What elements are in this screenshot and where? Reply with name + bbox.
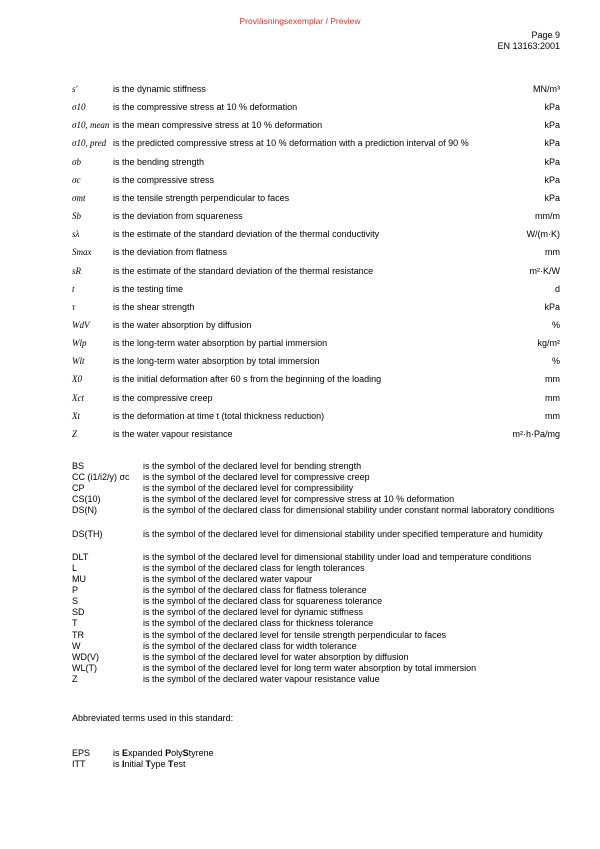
abbreviation-code: T bbox=[72, 618, 78, 628]
abbreviation-code: WL(T) bbox=[72, 663, 97, 673]
symbol-description: is the long-term water absorption by partial immersion bbox=[113, 338, 328, 349]
symbol-description: is the compressive stress at 10 % deformation bbox=[113, 102, 298, 113]
abbreviation-code: CS(10) bbox=[72, 494, 101, 504]
symbol: σb bbox=[72, 156, 81, 167]
symbol-description: is the testing time bbox=[113, 283, 184, 294]
symbol-description: is the compressive creep bbox=[113, 392, 213, 403]
symbol-row bbox=[0, 138, 600, 156]
symbol: Sb bbox=[72, 211, 81, 222]
symbol-row bbox=[0, 229, 600, 247]
symbol-row bbox=[0, 102, 600, 120]
symbol: σ10 bbox=[72, 102, 86, 113]
symbol-unit: mm bbox=[545, 392, 560, 403]
symbol-unit: mm bbox=[545, 410, 560, 421]
symbol: Xt bbox=[72, 410, 80, 421]
symbol: Wlt bbox=[72, 356, 85, 367]
symbol-unit: m²·K/W bbox=[529, 265, 560, 276]
symbol-description: is the dynamic stiffness bbox=[113, 84, 206, 94]
abbreviation-code: S bbox=[72, 596, 79, 606]
abbreviation-description: is the symbol of the declared class for squareness tolerance bbox=[143, 596, 383, 606]
abbreviation-description: is the symbol of the declared level for compressive creep bbox=[143, 472, 370, 482]
symbol-row bbox=[0, 374, 600, 392]
symbol-row bbox=[0, 211, 600, 229]
symbol-description: is the bending strength bbox=[113, 156, 205, 167]
symbol: X0 bbox=[72, 374, 82, 385]
symbol: Z bbox=[72, 428, 78, 439]
symbol-row bbox=[0, 320, 600, 338]
symbol-unit: kPa bbox=[544, 301, 560, 312]
abbreviation-code: DLT bbox=[72, 552, 89, 562]
symbol-description: is the deviation from flatness bbox=[113, 247, 228, 258]
symbol-row bbox=[0, 193, 600, 211]
symbol-unit: kg/m² bbox=[537, 338, 560, 349]
abbreviation-description: is the symbol of the declared water vapour resistance value bbox=[143, 674, 380, 684]
symbol-description: is the compressive stress bbox=[113, 174, 215, 185]
symbol: τ bbox=[72, 301, 76, 312]
symbol-row bbox=[0, 393, 600, 411]
symbol-description: is the deviation from squareness bbox=[113, 211, 243, 222]
symbol: σ10, mean bbox=[72, 120, 110, 131]
symbol-row bbox=[0, 84, 600, 102]
symbol: sR bbox=[72, 265, 81, 276]
abbreviation-description: is the symbol of the declared level for dimensional stability under specified temperature and humidity bbox=[143, 529, 543, 539]
abbreviation-description: is the symbol of the declared level for compressibility bbox=[143, 483, 354, 493]
symbol: s' bbox=[72, 84, 78, 94]
abbreviation-code: BS bbox=[72, 461, 85, 471]
abbreviation-description: is the symbol of the declared level for dynamic stiffness bbox=[143, 607, 363, 617]
symbol-row bbox=[0, 247, 600, 265]
symbol-unit: kPa bbox=[544, 120, 560, 131]
symbol-unit: kPa bbox=[544, 174, 560, 185]
symbol-unit: m²·h·Pa/mg bbox=[512, 428, 560, 439]
abbreviation-description: is the symbol of the declared level for dimensional stability under load and temperature conditions bbox=[143, 552, 532, 562]
symbol-unit: kPa bbox=[544, 192, 560, 203]
abbreviation-code: DS(TH) bbox=[72, 529, 103, 539]
term-code: ITT bbox=[72, 759, 86, 769]
term-description: is Expanded PolyStyrene bbox=[113, 748, 214, 758]
symbol-unit: kPa bbox=[544, 102, 560, 113]
symbol-unit: MN/m³ bbox=[533, 84, 560, 94]
symbol-row bbox=[0, 302, 600, 320]
abbreviation-code: SD bbox=[72, 607, 85, 617]
abbreviation-description: is the symbol of the declared class for length tolerances bbox=[143, 563, 365, 573]
symbol-unit: d bbox=[554, 283, 560, 294]
abbreviation-description: is the symbol of the declared class for thickness tolerance bbox=[143, 618, 374, 628]
symbol-description: is the tensile strength perpendicular to faces bbox=[113, 192, 290, 203]
symbol: Xct bbox=[72, 392, 84, 403]
abbreviation-code: CP bbox=[72, 483, 85, 493]
symbol-unit: kPa bbox=[544, 138, 560, 149]
symbol-unit: kPa bbox=[544, 156, 560, 167]
symbol-row bbox=[0, 266, 600, 284]
symbol-description: is the mean compressive stress at 10 % deformation bbox=[113, 120, 323, 131]
abbreviation-description: is the symbol of the declared class for dimensional stability under constant normal laboratory conditions bbox=[143, 505, 555, 515]
symbol-description: is the water vapour resistance bbox=[113, 428, 233, 439]
symbol: WdV bbox=[72, 319, 90, 330]
symbol-unit: W/(m·K) bbox=[526, 229, 560, 240]
abbreviated-terms-heading: Abbreviated terms used in this standard: bbox=[72, 713, 234, 723]
symbol: Smax bbox=[72, 247, 92, 258]
symbol-row bbox=[0, 338, 600, 356]
abbreviation-code: MU bbox=[72, 574, 86, 584]
abbreviation-code: Z bbox=[72, 674, 78, 684]
abbreviation-code: W bbox=[72, 641, 81, 651]
symbol: σ10, pred bbox=[72, 138, 107, 149]
symbol-row bbox=[0, 157, 600, 175]
page-number: Page 9 bbox=[531, 30, 560, 40]
abbreviation-description: is the symbol of the declared level for long term water absorption by total immersion bbox=[143, 663, 477, 673]
preview-banner: Provläsningsexemplar / Preview bbox=[239, 16, 361, 26]
symbol: t bbox=[72, 283, 75, 294]
symbol-description: is the long-term water absorption by total immersion bbox=[113, 356, 320, 367]
symbol-unit: % bbox=[551, 356, 560, 367]
term-description: is Initial Type Test bbox=[113, 759, 186, 769]
abbreviation-code: WD(V) bbox=[72, 652, 99, 662]
standard-number: EN 13163:2001 bbox=[497, 41, 560, 51]
abbreviation-description: is the symbol of the declared level for bending strength bbox=[143, 461, 362, 471]
symbol-unit: mm bbox=[545, 247, 560, 258]
term-code: EPS bbox=[72, 748, 91, 758]
abbreviation-description: is the symbol of the declared class for width tolerance bbox=[143, 641, 357, 651]
symbol-row bbox=[0, 120, 600, 138]
symbol-row bbox=[0, 175, 600, 193]
symbol: σmt bbox=[72, 192, 86, 203]
symbol-description: is the predicted compressive stress at 10 % deformation with a prediction interval of 90 % bbox=[113, 138, 469, 149]
abbreviation-description: is the symbol of the declared level for tensile strength perpendicular to faces bbox=[143, 630, 447, 640]
symbol-row bbox=[0, 284, 600, 302]
symbol-unit: mm bbox=[545, 374, 560, 385]
abbreviation-code: DS(N) bbox=[72, 505, 97, 515]
abbreviation-code: L bbox=[72, 563, 78, 573]
symbol-row bbox=[0, 429, 600, 447]
symbol-description: is the shear strength bbox=[113, 301, 195, 312]
symbol-unit: % bbox=[551, 319, 560, 330]
abbreviation-description: is the symbol of the declared water vapour bbox=[143, 574, 313, 584]
symbol-description: is the water absorption by diffusion bbox=[113, 319, 252, 330]
symbol-description: is the initial deformation after 60 s from the beginning of the loading bbox=[113, 374, 382, 385]
symbol-description: is the estimate of the standard deviation of the thermal resistance bbox=[113, 265, 374, 276]
abbreviation-description: is the symbol of the declared class for flatness tolerance bbox=[143, 585, 367, 595]
symbol-row bbox=[0, 411, 600, 429]
symbol-row bbox=[0, 356, 600, 374]
abbreviation-description: is the symbol of the declared level for compressive stress at 10 % deformation bbox=[143, 494, 455, 504]
abbreviation-description: is the symbol of the declared level for water absorption by diffusion bbox=[143, 652, 409, 662]
symbol: sλ bbox=[72, 229, 80, 240]
symbol: Wlp bbox=[72, 338, 87, 349]
abbreviation-code: P bbox=[72, 585, 79, 595]
symbol-description: is the estimate of the standard deviation of the thermal conductivity bbox=[113, 229, 380, 240]
symbol-description: is the deformation at time t (total thickness reduction) bbox=[113, 410, 325, 421]
abbreviation-code: TR bbox=[72, 630, 84, 640]
symbol: σc bbox=[72, 174, 81, 185]
symbol-unit: mm/m bbox=[535, 211, 560, 222]
abbreviation-code: CC (i1/i2/y) σc bbox=[72, 472, 130, 482]
